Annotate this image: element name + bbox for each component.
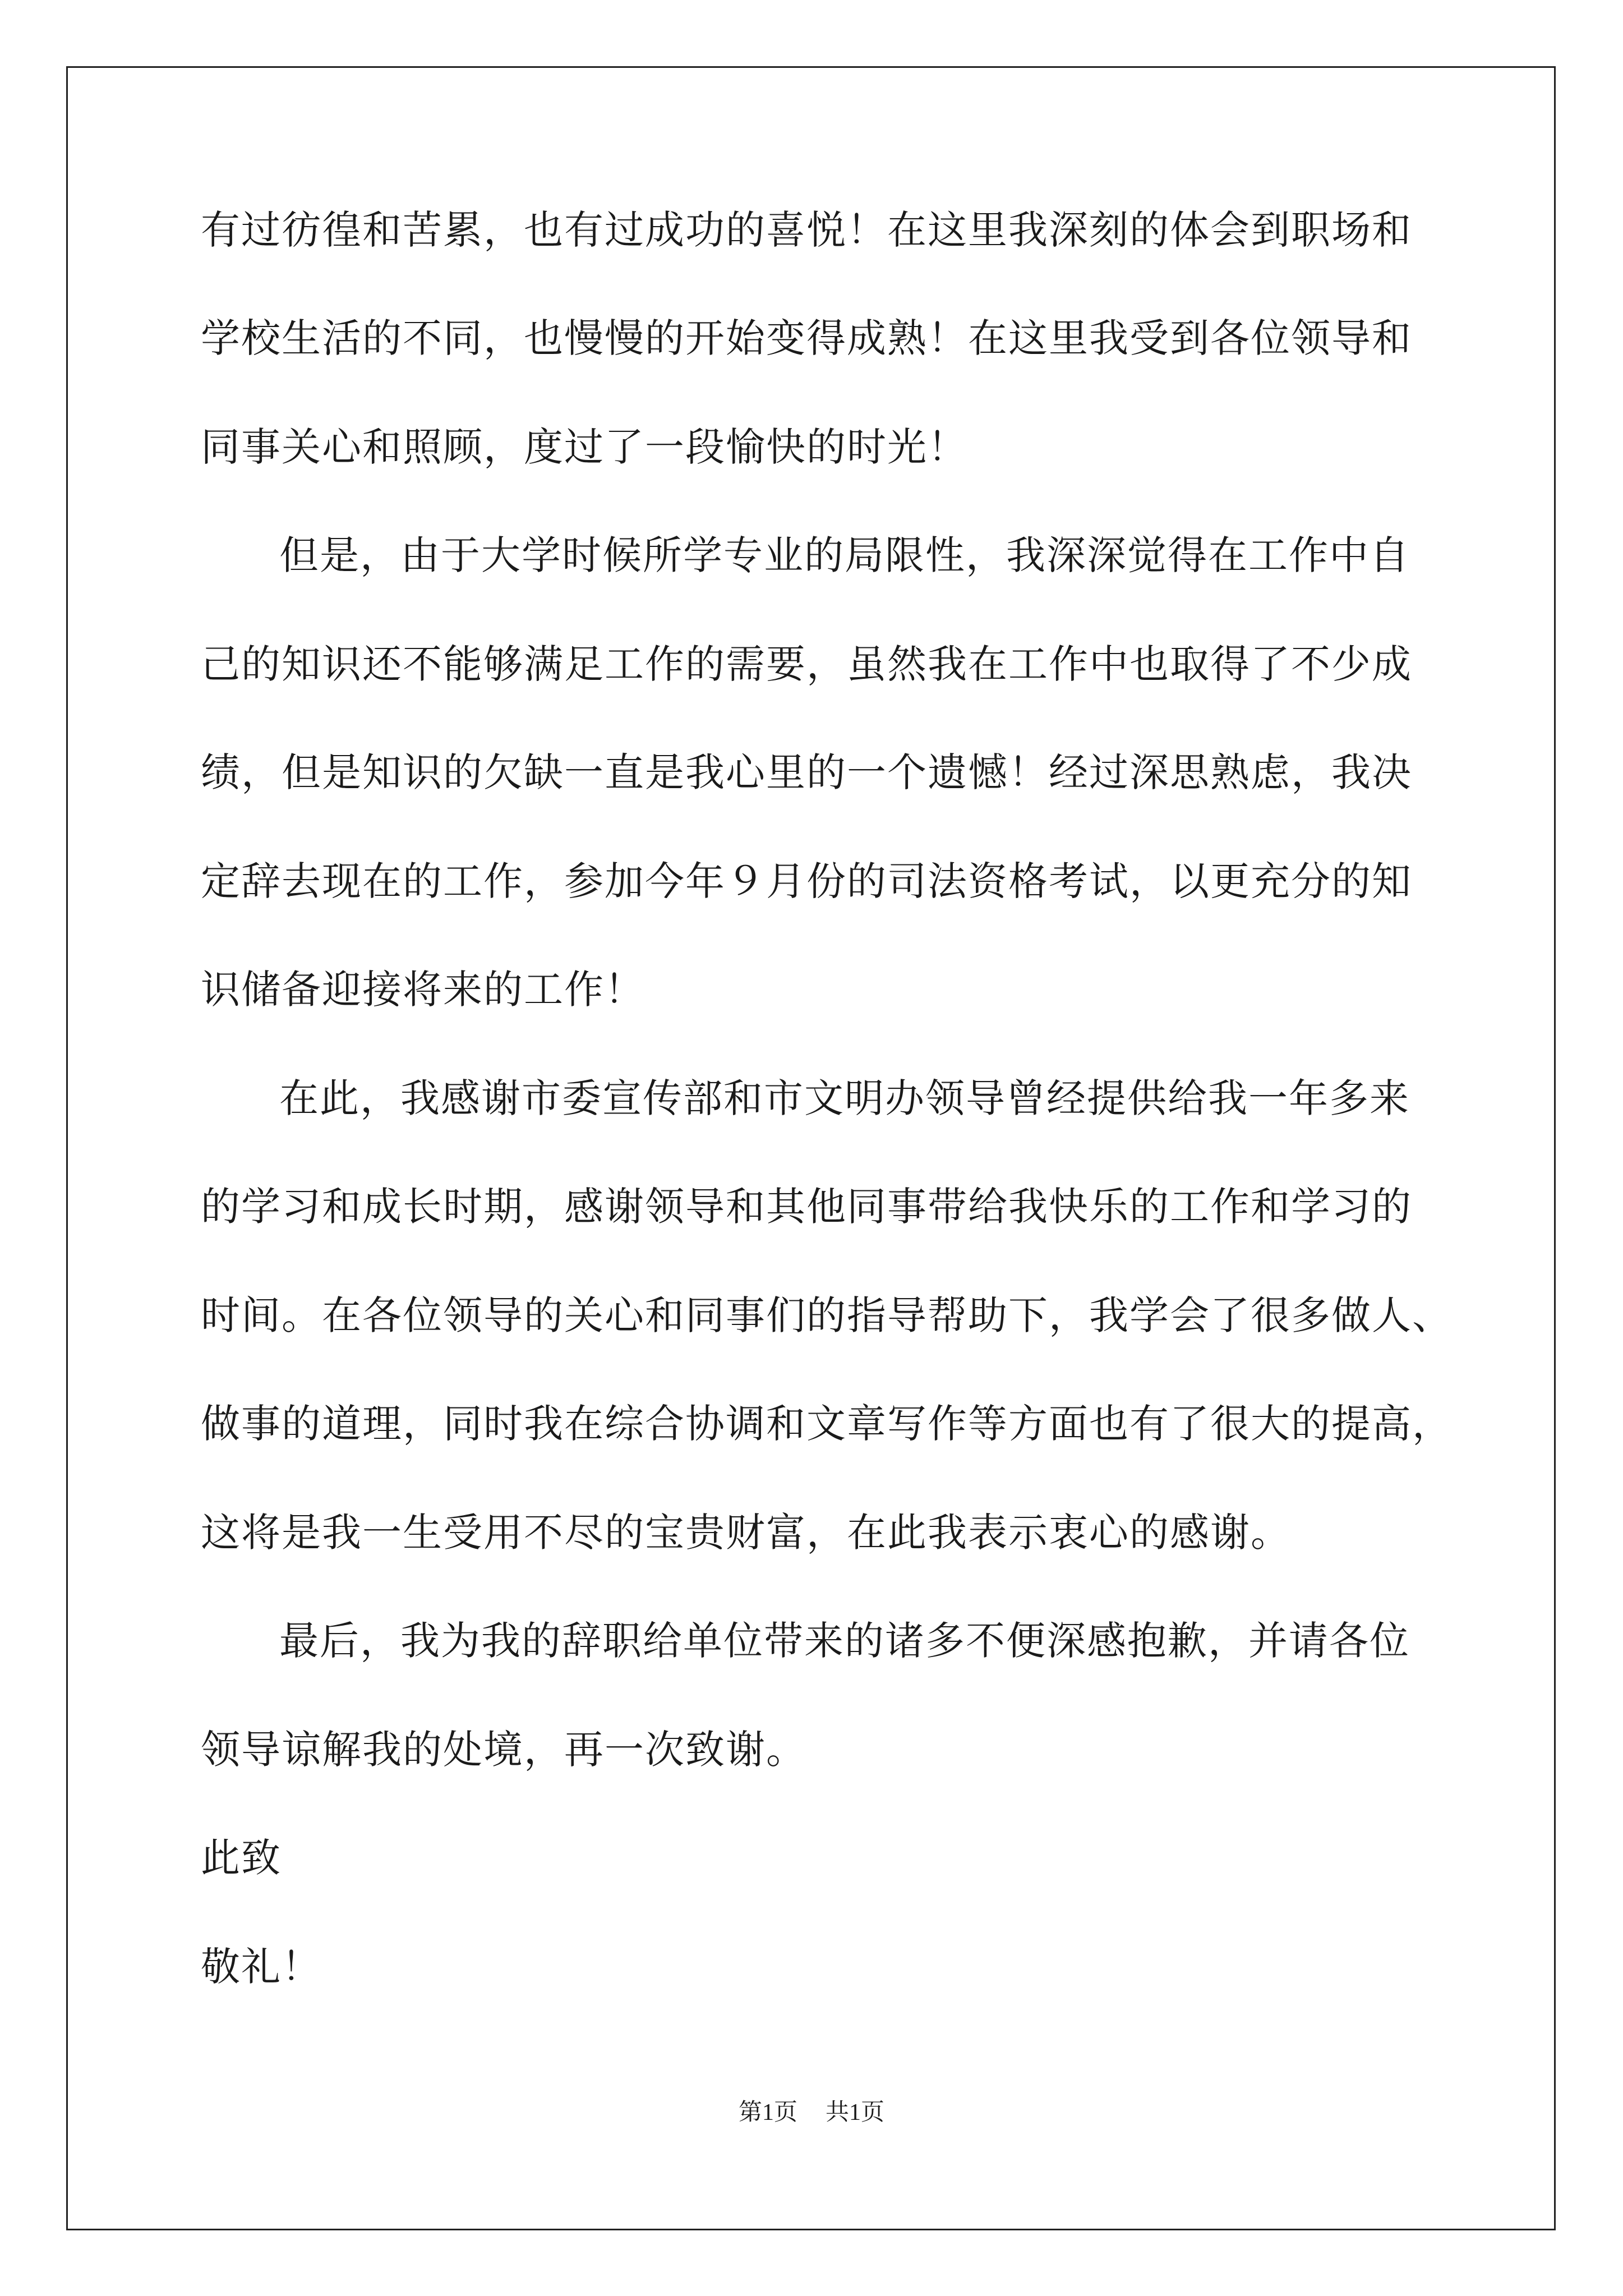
text-line: 这将是我一生受用不尽的宝贵财富，在此我表示衷心的感谢。 [201,1510,1291,1556]
page-footer [0,2101,1623,2124]
text-line: 有过彷徨和苦累，也有过成功的喜悦！在这里我深刻的体会到职场和 [201,207,1412,253]
text-line: 时间。在各位领导的关心和同事们的指导帮助下，我学会了很多做人、 [201,1292,1453,1338]
text-line: 识储备迎接将来的工作！ [201,967,645,1013]
page-border [66,66,1556,2230]
text-line: 学校生活的不同，也慢慢的开始变得成熟！在这里我受到各位领导和 [201,315,1412,361]
text-line: 做事的道理，同时我在综合协调和文章写作等方面也有了很大的提高， [201,1401,1453,1447]
paragraph-first-line: 在此，我感谢市委宣传部和市文明办领导曾经提供给我一年多来 [279,1075,1410,1121]
paragraph-first-line: 但是，由于大学时候所学专业的局限性，我深深觉得在工作中自 [279,532,1410,578]
text-line: 同事关心和照顾，度过了一段愉快的时光！ [201,424,968,470]
page-number-current: 第1页 [738,2100,797,2125]
text-line: 的学习和成长时期，感谢领导和其他同事带给我快乐的工作和学习的 [201,1184,1412,1230]
closing-salutation: 此致 [201,1835,282,1881]
text-line: 领导谅解我的处境，再一次致谢。 [201,1727,806,1773]
text-line: 己的知识还不能够满足工作的需要，虽然我在工作中也取得了不少成 [201,641,1412,687]
closing-regards: 敬礼！ [201,1944,322,1990]
page-number-total: 共1页 [826,2100,885,2125]
paragraph-first-line: 最后，我为我的辞职给单位带来的诸多不便深感抱歉，并请各位 [279,1618,1410,1664]
text-line: 定辞去现在的工作，参加今年９月份的司法资格考试，以更充分的知 [201,858,1412,904]
text-line: 绩，但是知识的欠缺一直是我心里的一个遗憾！经过深思熟虑，我决 [201,749,1412,795]
